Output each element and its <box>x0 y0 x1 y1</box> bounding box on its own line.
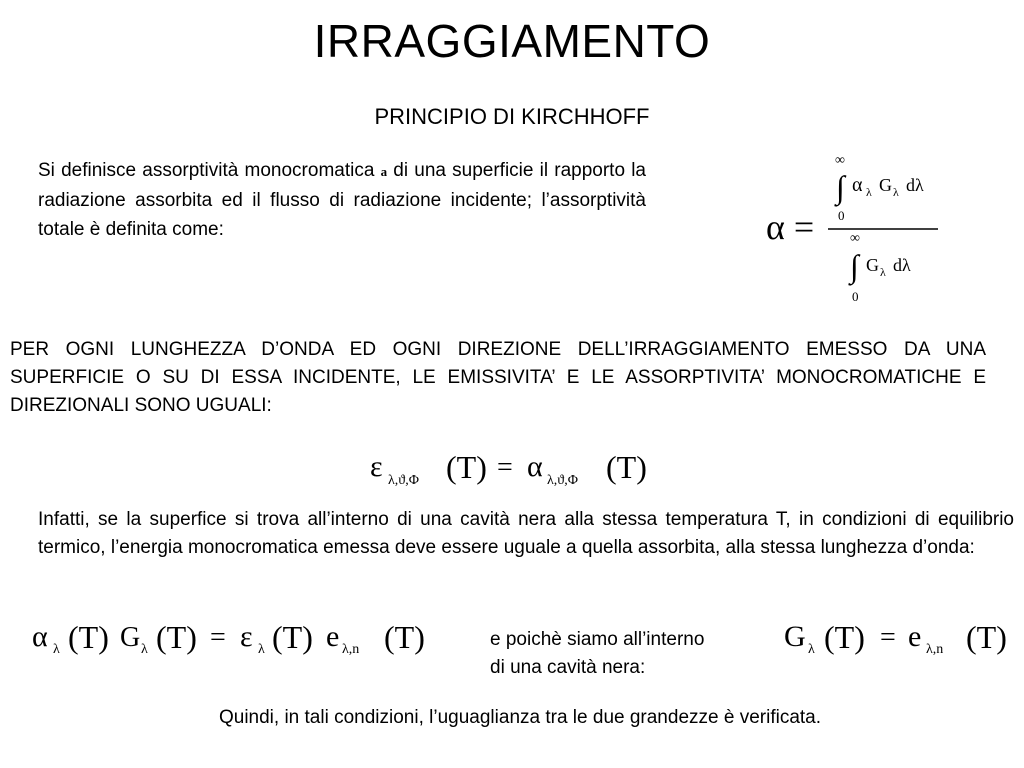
formula-balance <box>28 608 448 668</box>
formula-blackbody <box>780 608 1020 668</box>
definition-text-before: Si definisce assorptività monocromatica <box>38 160 375 181</box>
bal-epsilon: ε <box>240 620 253 653</box>
bb-equals: = <box>880 622 896 653</box>
definition-paragraph <box>38 156 646 244</box>
bal-G: G <box>120 622 141 653</box>
bal-arg-3: (T) <box>272 619 313 655</box>
bal-e-sub: λ,n <box>342 642 360 657</box>
num-integral-sign: ∫ <box>836 169 845 205</box>
slide-title: IRRAGGIAMENTO <box>313 15 711 67</box>
eq-epsilon: ε <box>370 450 383 483</box>
bal-alpha-sub: λ <box>53 642 60 657</box>
formula-equality <box>360 440 670 496</box>
explanation-paragraph: Infatti, se la superfice si trova all’interno di una cavità nera alla stessa temperatura T, in condizioni di equilibrio termico, l’energia monocromatica emessa deve essere uguale a quella assorbita, alla stessa lunghezza d’onda: <box>38 509 1014 558</box>
num-upper-limit: ∞ <box>835 153 845 168</box>
bal-alpha: α <box>32 620 48 653</box>
eq-left-arg: (T) <box>446 449 487 485</box>
num-lower-limit: 0 <box>838 208 845 223</box>
num-G-sub: λ <box>893 185 899 199</box>
bal-arg-1: (T) <box>68 619 109 655</box>
bal-e: e <box>326 620 340 653</box>
bal-G-sub: λ <box>141 642 148 657</box>
bal-equals: = <box>210 622 226 653</box>
bal-arg-4: (T) <box>384 619 425 655</box>
cavity-note-line1: e poichè siamo all’interno <box>490 629 705 650</box>
bal-epsilon-sub: λ <box>258 642 265 657</box>
bb-e: e <box>908 620 922 653</box>
slide-subtitle: PRINCIPIO DI KIRCHHOFF <box>374 104 650 129</box>
den-lower-limit: 0 <box>852 289 859 304</box>
eq-alpha-sub: λ,ϑ,Φ <box>547 473 578 488</box>
eq-alpha: α <box>527 450 543 483</box>
definition-symbol: a <box>380 164 388 179</box>
den-dlambda: dλ <box>893 255 911 275</box>
kirchhoff-statement: PER OGNI LUNGHEZZA D’ONDA ED OGNI DIREZIONE DELL’IRRAGGIAMENTO EMESSO DA UNA SUPERFICIE O SU DI ESSA INCIDENTE, LE EMISSIVITA’ E LE ASSORPTIVITA’ MONOCROMATICHE E DIREZIONALI SONO UGUALI: <box>10 339 986 416</box>
bb-right-arg: (T) <box>966 619 1007 655</box>
num-alpha-sub: λ <box>866 185 872 199</box>
cavity-note-line2: di una cavità nera: <box>490 657 646 678</box>
eq-equals: = <box>497 452 513 483</box>
den-upper-limit: ∞ <box>850 231 860 246</box>
num-dlambda: dλ <box>906 175 924 195</box>
formula-alpha-total <box>760 150 960 310</box>
bb-G: G <box>784 620 806 653</box>
bb-G-sub: λ <box>808 642 815 657</box>
eq-right-arg: (T) <box>606 449 647 485</box>
bal-arg-2: (T) <box>156 619 197 655</box>
num-G: G <box>879 175 892 195</box>
formula-alpha-lhs: α = <box>766 207 815 247</box>
num-alpha: α <box>852 174 863 196</box>
cavity-note <box>490 626 704 682</box>
den-G-sub: λ <box>880 265 886 279</box>
conclusion-text: Quindi, in tali condizioni, l’uguaglianza tra le due grandezze è verificata. <box>218 707 822 728</box>
den-G: G <box>866 255 879 275</box>
definition-text-after: di una superficie il rapporto la radiazione assorbita ed il flusso di radiazione incidente; l’assorptività totale è definita come: <box>38 160 646 240</box>
bb-e-sub: λ,n <box>926 642 944 657</box>
den-integral-sign: ∫ <box>850 248 859 284</box>
bb-left-arg: (T) <box>824 619 865 655</box>
eq-epsilon-sub: λ,ϑ,Φ <box>388 473 419 488</box>
